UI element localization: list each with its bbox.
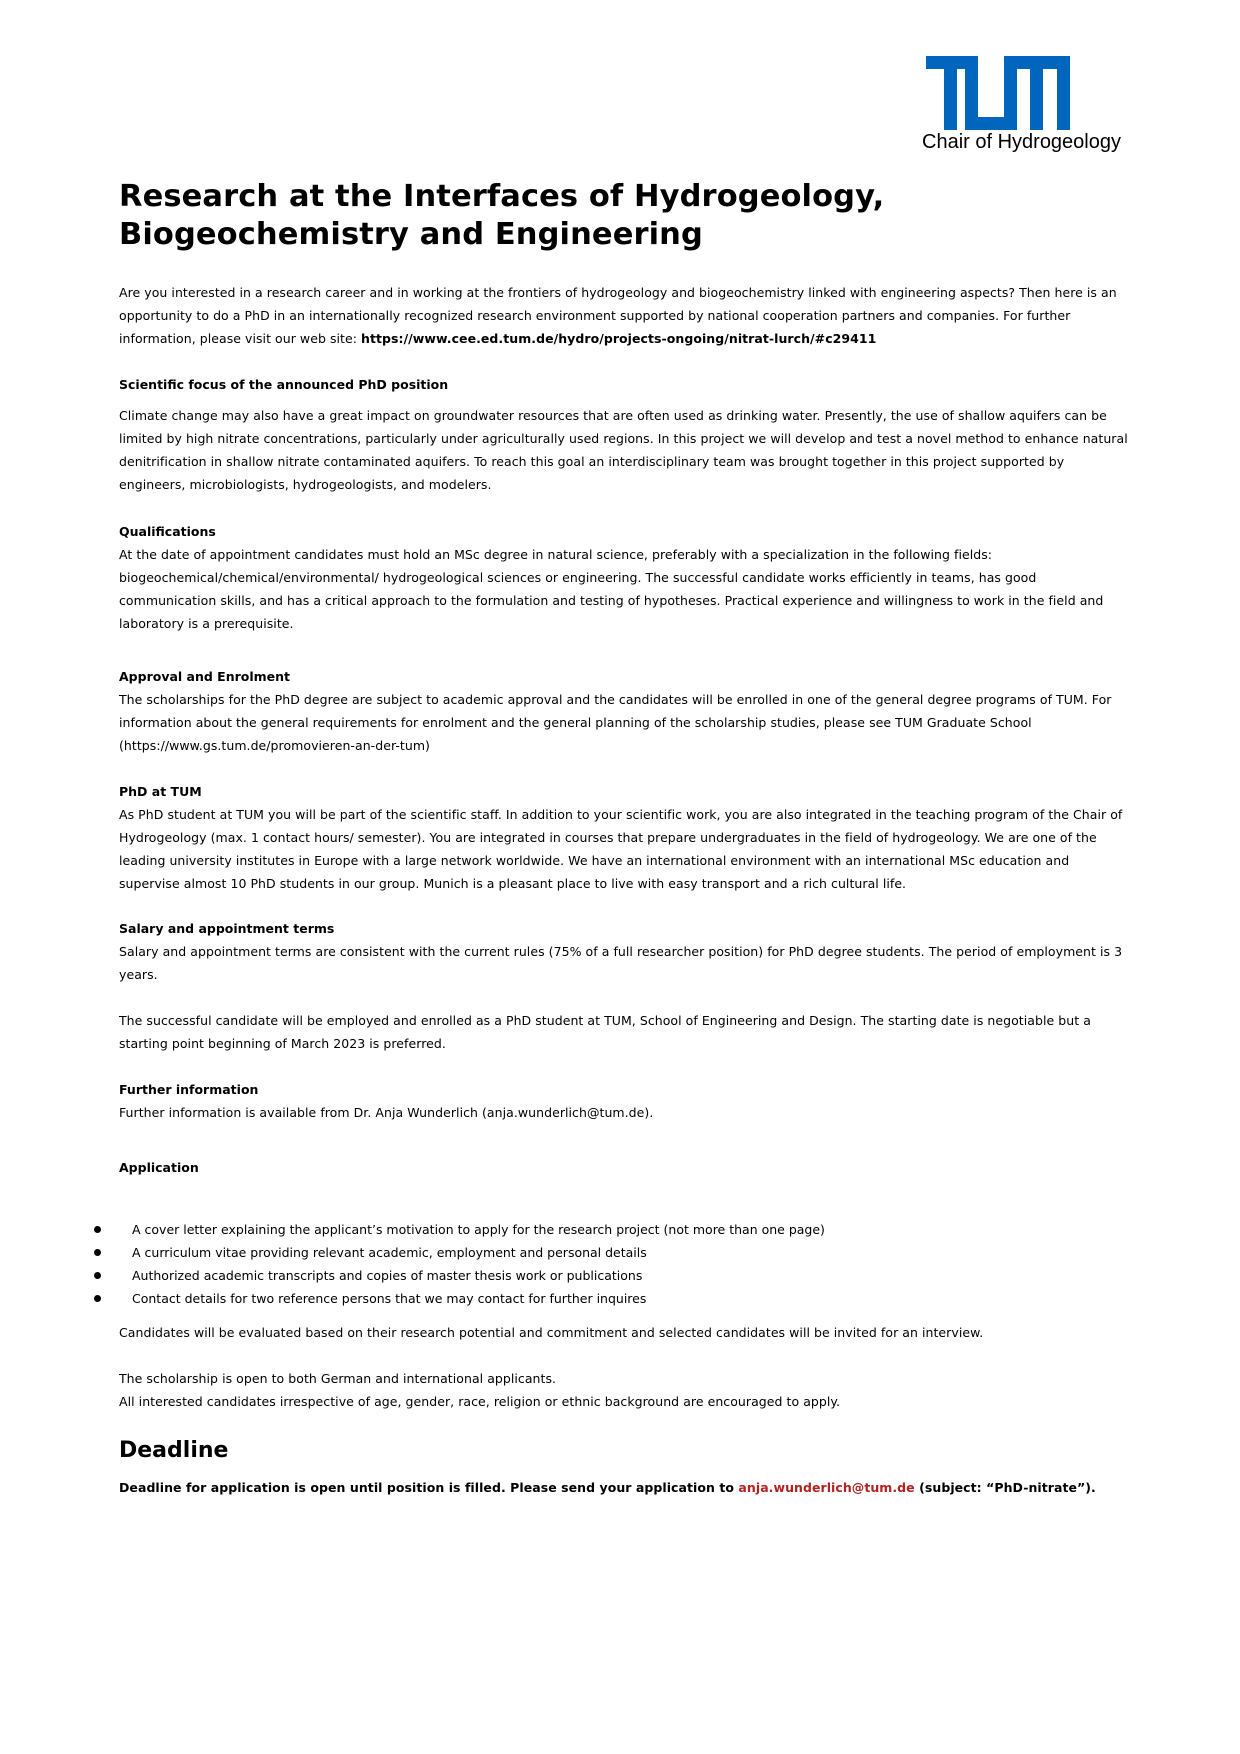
deadline-text-before: Deadline for application is open until position is filled. Please send your application to [119,1480,739,1495]
list-item-text: Contact details for two reference persons that we may contact for further inquires [132,1291,647,1306]
bullet-icon [94,1272,101,1279]
approval-body: The scholarships for the PhD degree are subject to academic approval and the candidates will be enrolled in one of the general degree programs of TUM. For information about the general requirements for enrolment and the general planning of the scholarship studies, please see TUM Graduate School (https://www.gs.tum.de/promovieren-an-der-tum) [119,692,1112,753]
salary-body: Salary and appointment terms are consistent with the current rules (75% of a full researcher position) for PhD degree students. The period of employment is 3 years. [119,944,1123,982]
intro-section [119,281,1131,350]
approval-section [119,665,1131,757]
phd-at-tum-heading: PhD at TUM [119,784,202,799]
tum-logo-mark [926,56,1070,130]
list-item [119,1264,1131,1287]
evaluation-text: Candidates will be evaluated based on their research potential and commitment and selected candidates will be invited for an interview. [119,1325,984,1340]
deadline-section [119,1476,1131,1499]
list-item [119,1241,1131,1264]
qualifications-heading: Qualifications [119,524,216,539]
project-website-link[interactable]: https://www.cee.ed.tum.de/hydro/projects-ongoing/nitrat-lurch/#c29411 [361,331,877,346]
deadline-heading: Deadline [119,1438,229,1463]
list-item-text: Authorized academic transcripts and copies of master thesis work or publications [132,1268,643,1283]
focus-section [119,373,1131,496]
title-line-2: Biogeochemistry and Engineering [119,217,703,252]
further-info-section [119,1078,1131,1124]
employment-body: The successful candidate will be employed and enrolled as a PhD student at TUM, School of Engineering and Design. The starting date is negotiable but a starting point beginning of March 2023 is preferred. [119,1013,1091,1051]
intro-text: Are you interested in a research career and in working at the frontiers of hydrogeology and biogeochemistry linked with engineering aspects? Then here is an opportunity to do a PhD in an internationally recognized research environment supported by national cooperation partners and companies. For further information, please visit our web site: [119,285,1117,346]
contact-email-link[interactable]: anja.wunderlich@tum.de [738,1480,915,1495]
title-line-1: Research at the Interfaces of Hydrogeology, [119,179,885,214]
phd-at-tum-section [119,780,1131,895]
application-requirements-list [119,1218,1131,1310]
logo-caption: Chair of Hydrogeology [922,131,1121,153]
encouraged-text: All interested candidates irrespective of age, gender, race, religion or ethnic background are encouraged to apply. [119,1394,841,1409]
list-item [119,1218,1131,1241]
qualifications-section [119,520,1131,635]
list-item-text: A curriculum vitae providing relevant academic, employment and personal details [132,1245,647,1260]
list-item [119,1287,1131,1310]
deadline-text [119,1476,1131,1499]
salary-section [119,917,1131,1055]
application-heading-block [119,1156,1131,1179]
further-info-heading: Further information [119,1082,259,1097]
page-title [119,178,884,254]
focus-body: Climate change may also have a great impact on groundwater resources that are often used as drinking water. Presently, the use of shallow aquifers can be limited by high nitrate concentrations, particularly under agriculturally used regions. In this project we will develop and test a novel method to enhance natural denitrification in shallow nitrate contaminated aquifers. To reach this goal an interdisciplinary team was brought together in this project supported by engineers, microbiologists, hydrogeologists, and modelers. [119,408,1128,492]
application-heading: Application [119,1160,199,1175]
intro-paragraph [119,281,1131,350]
further-info-body: Further information is available from Dr. Anja Wunderlich (anja.wunderlich@tum.de). [119,1105,654,1120]
salary-heading: Salary and appointment terms [119,921,335,936]
phd-at-tum-body: As PhD student at TUM you will be part of the scientific staff. In addition to your scientific work, you are also integrated in the teaching program of the Chair of Hydrogeology (max. 1 contact hours/ semester). You are integrated in courses that prepare undergraduates in the field of hydrogeology. We are one of the leading university institutes in Europe with a large network worldwide. We have an international environment with an international MSc education and supervise almost 10 PhD students in our group. Munich is a pleasant place to live with easy transport and a rich cultural life. [119,807,1123,891]
eligibility-section [119,1367,1131,1413]
approval-heading: Approval and Enrolment [119,669,291,684]
deadline-text-after: (subject: “PhD-nitrate”). [914,1480,1096,1495]
list-item-text: A cover letter explaining the applicant’s motivation to apply for the research project (not more than one page) [132,1222,825,1237]
focus-heading: Scientific focus of the announced PhD position [119,377,449,392]
bullet-icon [94,1249,101,1256]
evaluation-section [119,1321,1131,1344]
qualifications-body: At the date of appointment candidates must hold an MSc degree in natural science, preferably with a specialization in the following fields: biogeochemical/chemical/environmental/ hydrogeological sciences or engineering. The successful candidate works efficiently in teams, has good communication skills, and has a critical approach to the formulation and testing of hypotheses. Practical experience and willingness to work in the field and laboratory is a prerequisite. [119,547,1104,631]
tum-logo [926,56,1070,130]
bullet-icon [94,1226,101,1233]
open-to-text: The scholarship is open to both German and international applicants. [119,1371,557,1386]
bullet-icon [94,1295,101,1302]
